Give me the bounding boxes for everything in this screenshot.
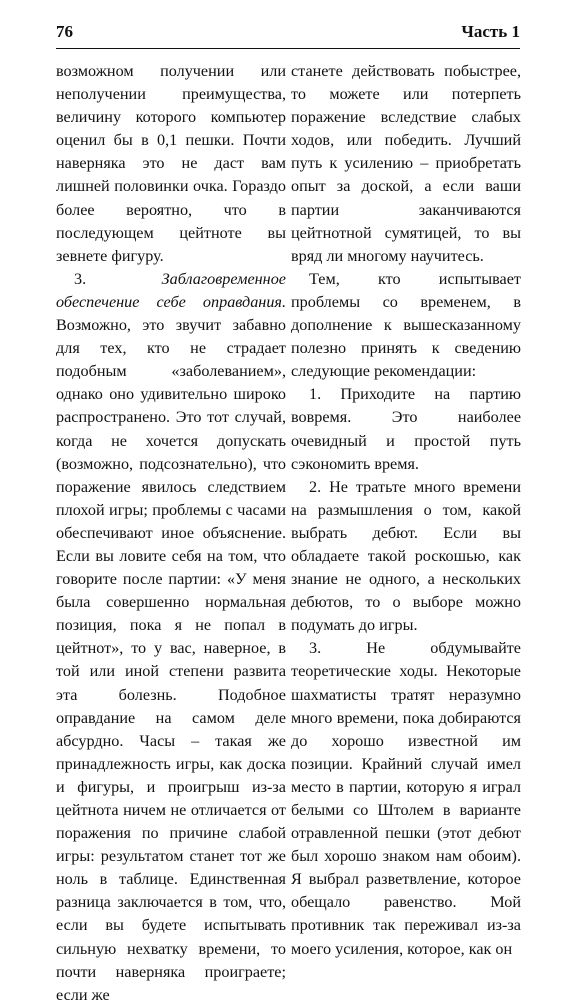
paragraph-text: Возможно, это звучит забавно для тех, кто не страдает подобным «заболеванием», однако оно удивительно широко распространено. Это тот случай, когда не хочется допускать (возможно, подсознательно), что поражение явилось следствием плохой игры; проблемы с часами обеспечивают иное объяснение. Если вы ловите себя на том, что говорите после партии: «У меня была совершенно нормальная позиция, пока я не попал в цейтнот», то у вас, наверное, в той или иной степени развита эта болезнь. Подобное оправдание на самом деле абсурдно. Часы – такая же принадлежность игры, как доска и фигуры, и проигрыш из-за цейтнота ничем не отличается от поражения по причине слабой игры: результатом станет тот же ноль в таблице. Единственная разница заключается в том, что, если вы будете испытывать сильную нехватку времени, то почти наверняка проиграете; если же (56, 316, 286, 1004)
paragraph (56, 268, 286, 1007)
paragraph: возможном получении или неполучении преимущества, величину которого компьютер оценил бы в 0,1 пешки. Почти наверняка это не даст вам лишней половинки очка. Гораздо более вероятно, что в последующем цейтноте вы зевнете фигуру. (56, 62, 286, 265)
paragraph: Тем, кто испытывает проблемы со временем, в дополнение к вышесказанному полезно принять к сведению следующие рекомендации: (291, 269, 521, 381)
text-column-left (56, 60, 286, 1007)
text-column-right (291, 60, 521, 961)
paragraph: 3. Не обдумывайте теоретические ходы. Некоторые шахматисты тратят неразумно много времени, пока добираются до хорошо известной им позиции. Крайний случай имел место в партии, которую я играл белыми со Штолем в варианте отравленной пешки (этот дебют был хорошо знаком нам обоим). Я выбрал разветвление, которое обещало равенство. Мой противник так переживал из-за моего усиления, которое, как он (291, 639, 521, 958)
section-heading-italic: Заблаговременное обеспечение себе оправдания. (56, 269, 286, 311)
paragraph: 1. Приходите на партию вовремя. Это наиболее очевидный и простой путь сэкономить время. (291, 385, 521, 473)
header-rule (56, 48, 520, 49)
list-number: 3. (74, 269, 162, 288)
paragraph: 2. Не тратьте много времени на размышления о том, какой выбрать дебют. Если вы обладаете такой роскошью, как знание не одного, а нескольких дебютов, то о выборе можно подумать до игры. (291, 477, 521, 635)
paragraph: станете действовать побыстрее, то можете или потерпеть поражение вследствие слабых ходов, или победить. Лучший путь к усилению – приобретать опыт за доской, а если ваши партии заканчиваются цейтнотной сумятицей, то вы вряд ли многому научитесь. (291, 62, 521, 265)
page-header (56, 20, 520, 46)
page-number: 76 (56, 22, 73, 41)
running-title: Часть 1 (461, 22, 520, 41)
